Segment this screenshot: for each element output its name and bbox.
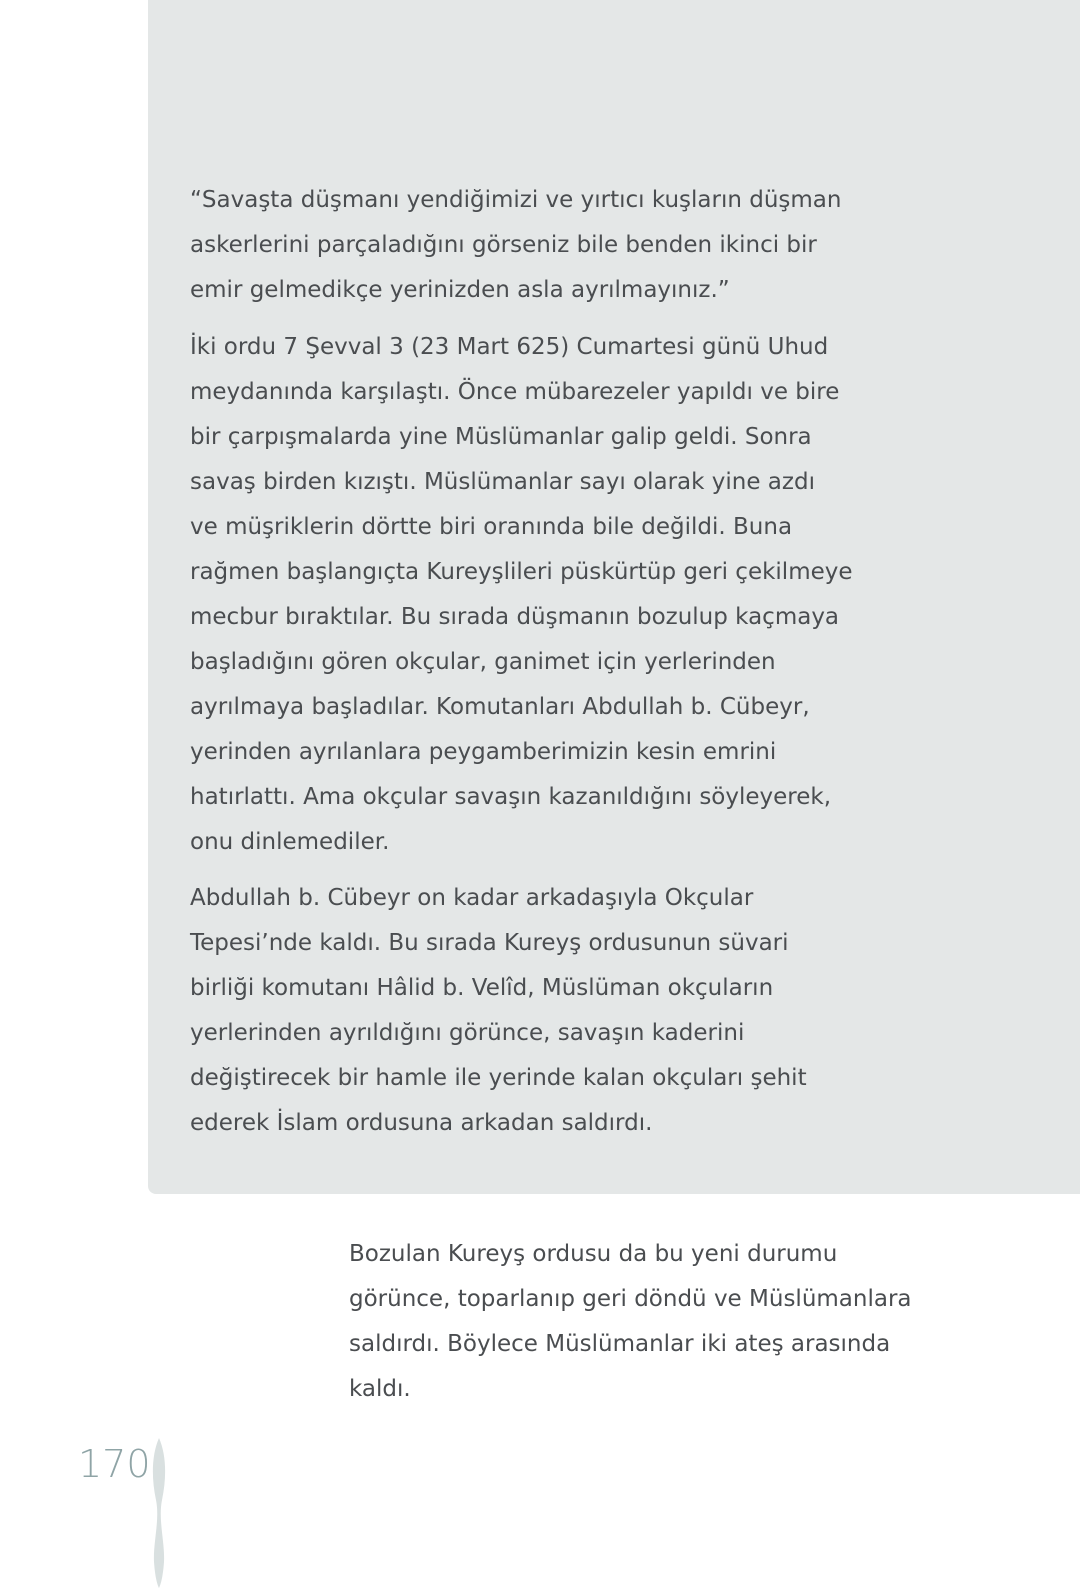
- text-line: kaldı.: [349, 1376, 411, 1402]
- quote-paragraph: [190, 178, 841, 313]
- text-line: Bozulan Kureyş ordusu da bu yeni durumu: [349, 1241, 838, 1267]
- text-line: değiştirecek bir hamle ile yerinde kalan okçuları şehit: [190, 1065, 807, 1091]
- closing-paragraph: [349, 1232, 912, 1412]
- text-line: yerlerinden ayrıldığını görünce, savaşın kaderini: [190, 1020, 745, 1046]
- text-line: meydanında karşılaştı. Önce mübarezeler yapıldı ve bire: [190, 379, 840, 405]
- text-line: görünce, toparlanıp geri döndü ve Müslümanlara: [349, 1286, 912, 1312]
- text-line: saldırdı. Böylece Müslümanlar iki ateş arasında: [349, 1331, 891, 1357]
- text-line: Tepesi’nde kaldı. Bu sırada Kureyş ordusunun süvari: [190, 930, 789, 956]
- text-line: emir gelmedikçe yerinizden asla ayrılmayınız.”: [190, 277, 730, 303]
- text-line: savaş birden kızıştı. Müslümanlar sayı olarak yine azdı: [190, 469, 815, 495]
- text-line: onu dinlemediler.: [190, 829, 390, 855]
- text-line: rağmen başlangıçta Kureyşlileri püskürtüp geri çekilmeye: [190, 559, 853, 585]
- text-line: başladığını gören okçular, ganimet için yerlerinden: [190, 649, 776, 675]
- text-line: ve müşriklerin dörtte biri oranında bile değildi. Buna: [190, 514, 793, 540]
- text-line: yerinden ayrılanlara peygamberimizin kesin emrini: [190, 739, 777, 765]
- text-line: bir çarpışmalarda yine Müslümanlar galip geldi. Sonra: [190, 424, 812, 450]
- page-ornament: [148, 1438, 170, 1588]
- text-line: “Savaşta düşmanı yendiğimizi ve yırtıcı kuşların düşman: [190, 187, 842, 213]
- archers-paragraph: [190, 876, 807, 1146]
- text-line: birliği komutanı Hâlid b. Velîd, Müslüman okçuların: [190, 975, 774, 1001]
- text-line: ederek İslam ordusuna arkadan saldırdı.: [190, 1110, 653, 1136]
- text-line: mecbur bıraktılar. Bu sırada düşmanın bozulup kaçmaya: [190, 604, 840, 630]
- text-line: askerlerini parçaladığını görseniz bile benden ikinci bir: [190, 232, 817, 258]
- text-line: İki ordu 7 Şevval 3 (23 Mart 625) Cumartesi günü Uhud: [190, 334, 829, 360]
- battle-paragraph: [190, 325, 853, 865]
- text-line: Abdullah b. Cübeyr on kadar arkadaşıyla Okçular: [190, 885, 754, 911]
- text-line: hatırlattı. Ama okçular savaşın kazanıldığını söyleyerek,: [190, 784, 832, 810]
- page-number: 170: [78, 1442, 151, 1486]
- text-line: ayrılmaya başladılar. Komutanları Abdullah b. Cübeyr,: [190, 694, 810, 720]
